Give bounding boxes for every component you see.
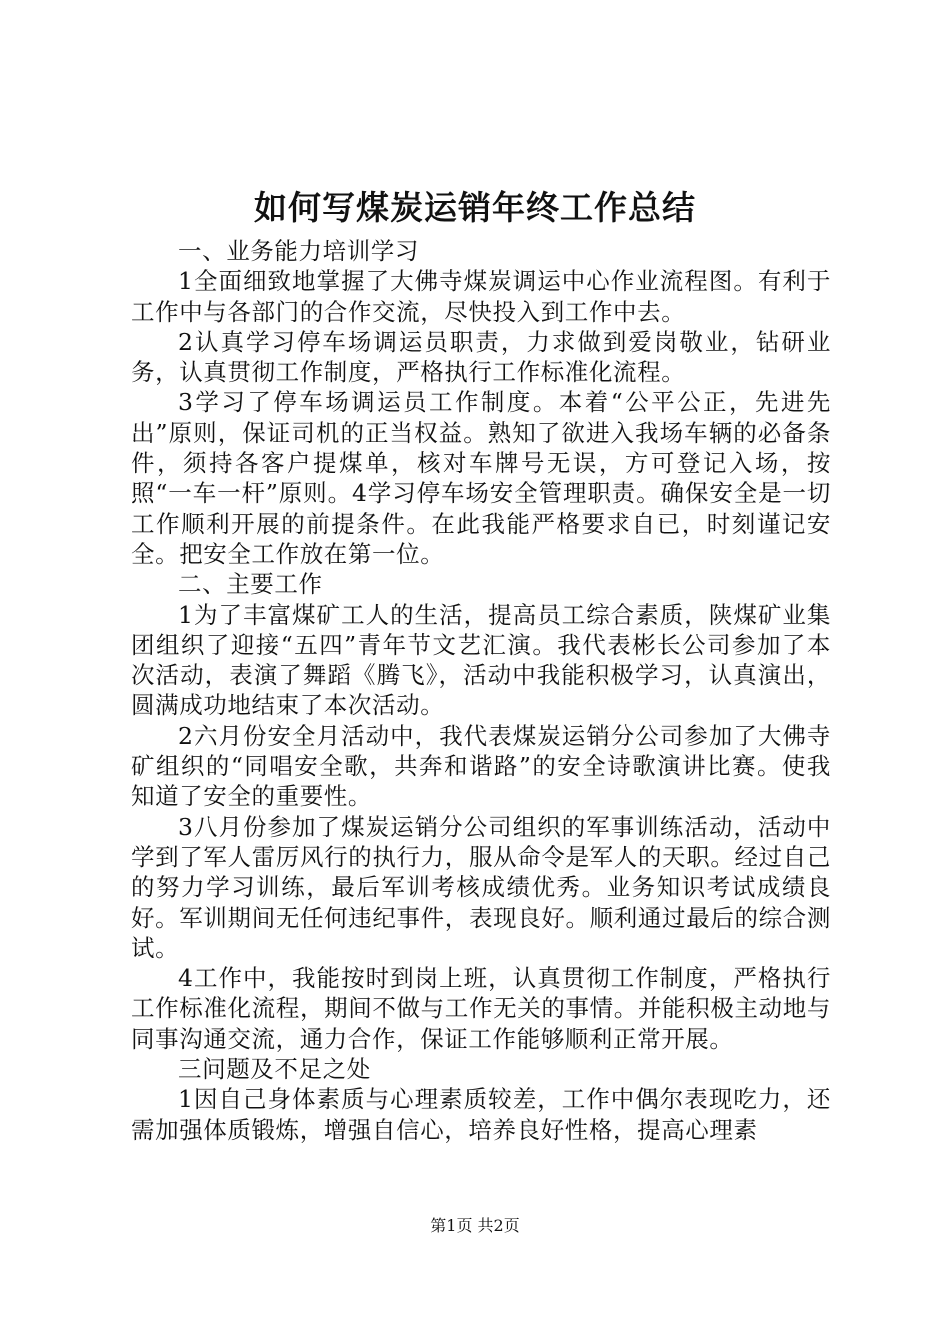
paragraph-2-4: 4工作中，我能按时到岗上班，认真贯彻工作制度，严格执行工作标准化流程，期间不做与工作无关的事情。并能积极主动地与同事沟通交流，通力合作，保证工作能够顺利正常开展。 <box>131 964 831 1053</box>
paragraph-1-2: 2认真学习停车场调运员职责，力求做到爱岗敬业，钻研业务，认真贯彻工作制度，严格执行工作标准化流程。 <box>131 327 831 387</box>
page-footer: 第1页 共2页 <box>430 1216 520 1235</box>
section-heading-1: 一、业务能力培训学习 <box>178 237 419 265</box>
paragraph-2-3: 3八月份参加了煤炭运销分公司组织的军事训练活动，活动中学到了军人雷厉风行的执行力，服从命令是军人的天职。经过自己的努力学习训练，最后军训考核成绩优秀。业务知识考试成绩良好。军训期间无任何违纪事件，表现良好。顺利通过最后的综合测试。 <box>131 812 831 962</box>
paragraph-2-2: 2六月份安全月活动中，我代表煤炭运销分公司参加了大佛寺矿组织的“同唱安全歌，共奔和谐路”的安全诗歌演讲比赛。使我知道了安全的重要性。 <box>131 721 831 811</box>
paragraph-2-1: 1为了丰富煤矿工人的生活，提高员工综合素质，陕煤矿业集团组织了迎接“五四”青年节文艺汇演。我代表彬长公司参加了本次活动，表演了舞蹈《腾飞》，活动中我能积极学习，认真演出，圆满成功地结束了本次活动。 <box>131 600 831 720</box>
paragraph-1-3: 3学习了停车场调运员工作制度。本着“公平公正，先进先出”原则，保证司机的正当权益。熟知了欲进入我场车辆的必备条件，须持各客户提煤单，核对车牌号无误，方可登记入场，按照“一车一杆”原则。4学习停车场安全管理职责。确保安全是一切工作顺利开展的前提条件。在此我能严格要求自已，时刻谨记安全。把安全工作放在第一位。 <box>131 388 831 568</box>
document-title: 如何写煤炭运销年终工作总结 <box>254 188 696 227</box>
section-heading-2: 二、主要工作 <box>178 570 323 599</box>
paragraph-1-1: 1全面细致地掌握了大佛寺煤炭调运中心作业流程图。有利于工作中与各部门的合作交流，尽快投入到工作中去。 <box>131 267 831 326</box>
section-heading-3: 三问题及不足之处 <box>178 1055 371 1084</box>
document-body <box>131 236 831 1145</box>
paragraph-3-1: 1因自己身体素质与心理素质较差，工作中偶尔表现吃力，还需加强体质锻炼，增强自信心，培养良好性格，提高心理素 <box>131 1085 831 1144</box>
